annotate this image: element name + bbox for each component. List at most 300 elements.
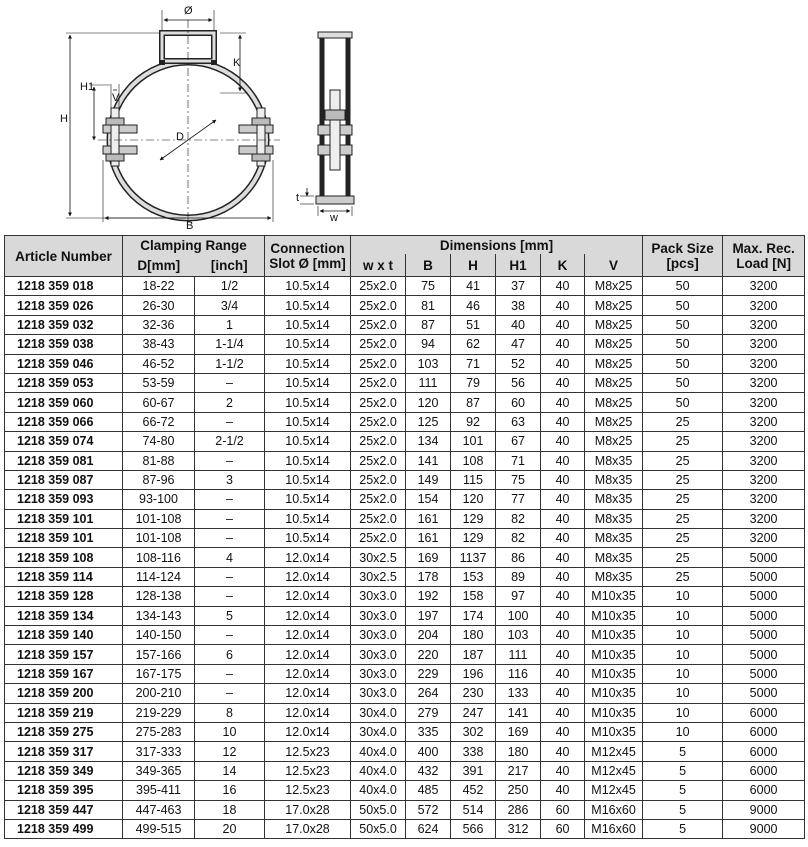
cell-max-load: 6000 (723, 761, 805, 780)
cell-article-number: 1218 359 140 (5, 626, 123, 645)
cell-dim-k: 40 (541, 529, 585, 548)
cell-pack-size: 5 (643, 819, 723, 838)
cell-article-number: 1218 359 074 (5, 432, 123, 451)
cell-w-x-t: 30x2.5 (351, 548, 406, 567)
cell-article-number: 1218 359 499 (5, 819, 123, 838)
cell-dim-k: 40 (541, 626, 585, 645)
cell-clamping-inch: 12 (195, 742, 265, 761)
cell-dim-v: M12x45 (585, 742, 643, 761)
cell-article-number: 1218 359 087 (5, 470, 123, 489)
table-row (5, 722, 805, 741)
cell-dim-h: 108 (451, 451, 496, 470)
table-row (5, 529, 805, 548)
cell-dim-b: 229 (406, 664, 451, 683)
cell-dim-h1: 312 (496, 819, 541, 838)
cell-clamping-d: 395-411 (123, 781, 195, 800)
cell-dim-k: 40 (541, 373, 585, 392)
cell-dim-h: 338 (451, 742, 496, 761)
cell-clamping-d: 87-96 (123, 470, 195, 489)
cell-dim-v: M8x25 (585, 277, 643, 296)
cell-max-load: 9000 (723, 819, 805, 838)
cell-dim-h1: 133 (496, 684, 541, 703)
cell-pack-size: 10 (643, 626, 723, 645)
cell-clamping-d: 128-138 (123, 587, 195, 606)
cell-clamping-d: 60-67 (123, 393, 195, 412)
cell-dim-b: 169 (406, 548, 451, 567)
cell-dim-k: 60 (541, 819, 585, 838)
cell-max-load: 5000 (723, 548, 805, 567)
cell-dim-h1: 250 (496, 781, 541, 800)
cell-max-load: 5000 (723, 587, 805, 606)
cell-connection-slot: 10.5x14 (265, 490, 351, 509)
cell-clamping-inch: – (195, 529, 265, 548)
cell-connection-slot: 12.0x14 (265, 645, 351, 664)
cell-clamping-inch: 20 (195, 819, 265, 838)
table-row (5, 277, 805, 296)
cell-w-x-t: 25x2.0 (351, 335, 406, 354)
cell-dim-h: 41 (451, 277, 496, 296)
cell-w-x-t: 25x2.0 (351, 277, 406, 296)
cell-pack-size: 10 (643, 606, 723, 625)
cell-clamping-d: 317-333 (123, 742, 195, 761)
cell-dim-h1: 82 (496, 509, 541, 528)
table-row (5, 373, 805, 392)
cell-dim-h1: 82 (496, 529, 541, 548)
cell-dim-k: 40 (541, 645, 585, 664)
cell-dim-h: 174 (451, 606, 496, 625)
cell-clamping-d: 114-124 (123, 567, 195, 586)
header-b: B (406, 254, 451, 277)
cell-dim-h1: 40 (496, 315, 541, 334)
cell-pack-size: 5 (643, 742, 723, 761)
header-load: Max. Rec. Load [N] (723, 236, 805, 277)
cell-connection-slot: 12.0x14 (265, 567, 351, 586)
table-row (5, 548, 805, 567)
cell-dim-b: 75 (406, 277, 451, 296)
cell-dim-h: 514 (451, 800, 496, 819)
pipe-clamp-technical-drawing (0, 0, 808, 232)
cell-pack-size: 5 (643, 761, 723, 780)
cell-dim-h: 452 (451, 781, 496, 800)
cell-dim-v: M8x35 (585, 548, 643, 567)
header-clamping: Clamping Range (123, 236, 265, 255)
label-phi: Ø (184, 5, 193, 17)
cell-max-load: 3200 (723, 277, 805, 296)
cell-dim-h1: 141 (496, 703, 541, 722)
header-h: H (451, 254, 496, 277)
cell-max-load: 3200 (723, 354, 805, 373)
cell-w-x-t: 30x3.0 (351, 645, 406, 664)
cell-max-load: 3200 (723, 451, 805, 470)
cell-w-x-t: 50x5.0 (351, 819, 406, 838)
cell-dim-h: 87 (451, 393, 496, 412)
cell-connection-slot: 12.0x14 (265, 684, 351, 703)
header-clamping-inch: [inch] (195, 254, 265, 277)
cell-w-x-t: 30x4.0 (351, 722, 406, 741)
cell-clamping-inch: 1-1/4 (195, 335, 265, 354)
cell-max-load: 6000 (723, 703, 805, 722)
cell-clamping-inch: – (195, 567, 265, 586)
cell-pack-size: 10 (643, 722, 723, 741)
cell-dim-h1: 217 (496, 761, 541, 780)
cell-w-x-t: 30x3.0 (351, 664, 406, 683)
cell-dim-k: 40 (541, 315, 585, 334)
cell-pack-size: 10 (643, 587, 723, 606)
header-v: V (585, 254, 643, 277)
cell-dim-b: 192 (406, 587, 451, 606)
table-row (5, 684, 805, 703)
cell-max-load: 3200 (723, 393, 805, 412)
table-row (5, 761, 805, 780)
cell-dim-b: 279 (406, 703, 451, 722)
cell-max-load: 3200 (723, 490, 805, 509)
table-row (5, 490, 805, 509)
cell-dim-b: 178 (406, 567, 451, 586)
cell-dim-v: M8x25 (585, 432, 643, 451)
cell-clamping-d: 32-36 (123, 315, 195, 334)
cell-clamping-d: 167-175 (123, 664, 195, 683)
cell-dim-v: M12x45 (585, 761, 643, 780)
cell-dim-v: M10x35 (585, 626, 643, 645)
cell-clamping-d: 26-30 (123, 296, 195, 315)
cell-connection-slot: 12.0x14 (265, 606, 351, 625)
cell-article-number: 1218 359 038 (5, 335, 123, 354)
cell-dim-h: 1137 (451, 548, 496, 567)
cell-w-x-t: 40x4.0 (351, 781, 406, 800)
cell-article-number: 1218 359 167 (5, 664, 123, 683)
cell-clamping-d: 38-43 (123, 335, 195, 354)
cell-max-load: 6000 (723, 781, 805, 800)
cell-clamping-inch: – (195, 664, 265, 683)
cell-dim-v: M8x35 (585, 529, 643, 548)
table-row (5, 335, 805, 354)
cell-max-load: 3200 (723, 509, 805, 528)
table-row (5, 626, 805, 645)
cell-dim-v: M10x35 (585, 587, 643, 606)
cell-clamping-inch: 5 (195, 606, 265, 625)
cell-dim-h: 62 (451, 335, 496, 354)
cell-dim-k: 40 (541, 781, 585, 800)
cell-pack-size: 50 (643, 373, 723, 392)
cell-dim-h: 79 (451, 373, 496, 392)
cell-clamping-inch: 1 (195, 315, 265, 334)
cell-dim-k: 40 (541, 277, 585, 296)
cell-w-x-t: 40x4.0 (351, 742, 406, 761)
cell-dim-k: 40 (541, 296, 585, 315)
cell-pack-size: 10 (643, 645, 723, 664)
cell-dim-k: 40 (541, 664, 585, 683)
cell-w-x-t: 30x3.0 (351, 587, 406, 606)
cell-connection-slot: 12.0x14 (265, 703, 351, 722)
table-row (5, 412, 805, 431)
cell-dim-v: M8x35 (585, 451, 643, 470)
cell-clamping-inch: 14 (195, 761, 265, 780)
cell-dim-v: M10x35 (585, 606, 643, 625)
cell-connection-slot: 12.5x23 (265, 761, 351, 780)
cell-connection-slot: 10.5x14 (265, 354, 351, 373)
cell-article-number: 1218 359 101 (5, 529, 123, 548)
cell-dim-v: M8x25 (585, 335, 643, 354)
cell-article-number: 1218 359 395 (5, 781, 123, 800)
table-row (5, 509, 805, 528)
cell-clamping-inch: 16 (195, 781, 265, 800)
label-k: K (233, 57, 241, 69)
cell-w-x-t: 25x2.0 (351, 296, 406, 315)
cell-max-load: 5000 (723, 626, 805, 645)
cell-dim-h: 158 (451, 587, 496, 606)
table-row (5, 296, 805, 315)
cell-dim-h: 51 (451, 315, 496, 334)
header-connection: Connection Slot Ø [mm] (265, 236, 351, 277)
cell-dim-h1: 111 (496, 645, 541, 664)
cell-dim-h1: 56 (496, 373, 541, 392)
table-row (5, 800, 805, 819)
cell-max-load: 3200 (723, 412, 805, 431)
table-row (5, 587, 805, 606)
cell-connection-slot: 10.5x14 (265, 315, 351, 334)
cell-dim-v: M12x45 (585, 781, 643, 800)
cell-pack-size: 5 (643, 781, 723, 800)
label-h1: H1 (80, 81, 95, 93)
cell-dim-b: 204 (406, 626, 451, 645)
cell-clamping-inch: – (195, 490, 265, 509)
cell-pack-size: 25 (643, 529, 723, 548)
cell-dim-v: M16x60 (585, 800, 643, 819)
cell-w-x-t: 25x2.0 (351, 432, 406, 451)
cell-pack-size: 10 (643, 703, 723, 722)
cell-dim-h1: 103 (496, 626, 541, 645)
cell-connection-slot: 10.5x14 (265, 393, 351, 412)
cell-dim-h: 230 (451, 684, 496, 703)
cell-pack-size: 25 (643, 451, 723, 470)
cell-article-number: 1218 359 053 (5, 373, 123, 392)
header-clamping-d: D[mm] (123, 254, 195, 277)
cell-connection-slot: 10.5x14 (265, 335, 351, 354)
cell-pack-size: 50 (643, 315, 723, 334)
header-wxt: w x t (351, 254, 406, 277)
cell-dim-h1: 77 (496, 490, 541, 509)
cell-connection-slot: 10.5x14 (265, 470, 351, 489)
cell-pack-size: 25 (643, 490, 723, 509)
cell-connection-slot: 10.5x14 (265, 277, 351, 296)
table-row (5, 606, 805, 625)
table-row (5, 645, 805, 664)
table-row (5, 742, 805, 761)
cell-w-x-t: 25x2.0 (351, 529, 406, 548)
label-w: w (330, 212, 338, 224)
cell-connection-slot: 12.0x14 (265, 587, 351, 606)
label-h: H (60, 113, 68, 125)
cell-dim-v: M8x25 (585, 354, 643, 373)
cell-dim-h: 391 (451, 761, 496, 780)
cell-dim-h1: 100 (496, 606, 541, 625)
cell-dim-b: 624 (406, 819, 451, 838)
cell-article-number: 1218 359 128 (5, 587, 123, 606)
cell-max-load: 5000 (723, 664, 805, 683)
cell-clamping-d: 81-88 (123, 451, 195, 470)
cell-w-x-t: 30x4.0 (351, 703, 406, 722)
cell-connection-slot: 10.5x14 (265, 373, 351, 392)
cell-dim-v: M8x35 (585, 490, 643, 509)
table-row (5, 315, 805, 334)
cell-article-number: 1218 359 134 (5, 606, 123, 625)
cell-article-number: 1218 359 114 (5, 567, 123, 586)
cell-clamping-inch: – (195, 587, 265, 606)
cell-dim-k: 40 (541, 335, 585, 354)
cell-dim-h1: 60 (496, 393, 541, 412)
cell-dim-v: M8x25 (585, 315, 643, 334)
cell-connection-slot: 12.0x14 (265, 548, 351, 567)
cell-clamping-inch: – (195, 451, 265, 470)
cell-clamping-d: 447-463 (123, 800, 195, 819)
cell-dim-h: 180 (451, 626, 496, 645)
cell-article-number: 1218 359 157 (5, 645, 123, 664)
cell-dim-h1: 180 (496, 742, 541, 761)
cell-clamping-d: 93-100 (123, 490, 195, 509)
cell-dim-v: M8x35 (585, 567, 643, 586)
cell-dim-k: 40 (541, 703, 585, 722)
cell-dim-k: 40 (541, 684, 585, 703)
header-article: Article Number (5, 236, 123, 277)
cell-article-number: 1218 359 108 (5, 548, 123, 567)
cell-max-load: 3200 (723, 315, 805, 334)
cell-dim-k: 40 (541, 412, 585, 431)
cell-connection-slot: 10.5x14 (265, 509, 351, 528)
cell-dim-b: 120 (406, 393, 451, 412)
cell-dim-h: 46 (451, 296, 496, 315)
cell-pack-size: 25 (643, 548, 723, 567)
cell-w-x-t: 30x3.0 (351, 684, 406, 703)
cell-dim-k: 40 (541, 742, 585, 761)
cell-connection-slot: 12.0x14 (265, 626, 351, 645)
cell-clamping-d: 108-116 (123, 548, 195, 567)
cell-dim-k: 40 (541, 587, 585, 606)
cell-clamping-d: 499-515 (123, 819, 195, 838)
header-h1: H1 (496, 254, 541, 277)
cell-connection-slot: 12.0x14 (265, 722, 351, 741)
label-t: t (296, 192, 300, 204)
cell-dim-h: 566 (451, 819, 496, 838)
cell-clamping-inch: – (195, 509, 265, 528)
label-d: D (176, 131, 184, 143)
cell-dim-k: 40 (541, 548, 585, 567)
cell-clamping-inch: – (195, 412, 265, 431)
cell-clamping-d: 157-166 (123, 645, 195, 664)
cell-dim-b: 154 (406, 490, 451, 509)
cell-max-load: 3200 (723, 432, 805, 451)
header-dimensions: Dimensions [mm] (351, 236, 643, 255)
cell-article-number: 1218 359 066 (5, 412, 123, 431)
header-k: K (541, 254, 585, 277)
cell-dim-k: 40 (541, 761, 585, 780)
cell-clamping-inch: 6 (195, 645, 265, 664)
cell-dim-h: 115 (451, 470, 496, 489)
cell-max-load: 5000 (723, 645, 805, 664)
cell-dim-h1: 67 (496, 432, 541, 451)
cell-clamping-inch: 10 (195, 722, 265, 741)
cell-article-number: 1218 359 060 (5, 393, 123, 412)
cell-w-x-t: 25x2.0 (351, 509, 406, 528)
cell-dim-h: 247 (451, 703, 496, 722)
cell-dim-b: 161 (406, 529, 451, 548)
cell-dim-b: 400 (406, 742, 451, 761)
cell-dim-k: 40 (541, 722, 585, 741)
table-row (5, 664, 805, 683)
cell-pack-size: 25 (643, 509, 723, 528)
cell-dim-k: 40 (541, 470, 585, 489)
cell-max-load: 6000 (723, 722, 805, 741)
cell-connection-slot: 12.5x23 (265, 742, 351, 761)
cell-connection-slot: 12.5x23 (265, 781, 351, 800)
cell-clamping-inch: – (195, 626, 265, 645)
cell-clamping-d: 134-143 (123, 606, 195, 625)
cell-dim-k: 40 (541, 432, 585, 451)
cell-article-number: 1218 359 018 (5, 277, 123, 296)
cell-dim-v: M10x35 (585, 722, 643, 741)
cell-w-x-t: 25x2.0 (351, 315, 406, 334)
label-v: V (112, 92, 120, 104)
cell-clamping-inch: 18 (195, 800, 265, 819)
cell-dim-h: 129 (451, 509, 496, 528)
cell-dim-k: 40 (541, 393, 585, 412)
cell-dim-v: M8x25 (585, 393, 643, 412)
cell-pack-size: 50 (643, 277, 723, 296)
cell-clamping-d: 200-210 (123, 684, 195, 703)
cell-pack-size: 10 (643, 684, 723, 703)
cell-dim-b: 111 (406, 373, 451, 392)
cell-dim-k: 40 (541, 509, 585, 528)
cell-clamping-inch: 8 (195, 703, 265, 722)
cell-w-x-t: 25x2.0 (351, 412, 406, 431)
cell-w-x-t: 30x3.0 (351, 606, 406, 625)
cell-dim-b: 94 (406, 335, 451, 354)
cell-max-load: 3200 (723, 335, 805, 354)
cell-article-number: 1218 359 026 (5, 296, 123, 315)
cell-connection-slot: 10.5x14 (265, 412, 351, 431)
cell-clamping-d: 18-22 (123, 277, 195, 296)
cell-connection-slot: 10.5x14 (265, 432, 351, 451)
cell-pack-size: 10 (643, 664, 723, 683)
cell-dim-b: 335 (406, 722, 451, 741)
cell-w-x-t: 25x2.0 (351, 393, 406, 412)
cell-article-number: 1218 359 093 (5, 490, 123, 509)
cell-article-number: 1218 359 032 (5, 315, 123, 334)
cell-dim-h: 153 (451, 567, 496, 586)
cell-clamping-d: 74-80 (123, 432, 195, 451)
cell-dim-h: 92 (451, 412, 496, 431)
cell-w-x-t: 25x2.0 (351, 490, 406, 509)
cell-dim-v: M16x60 (585, 819, 643, 838)
table-row (5, 470, 805, 489)
cell-connection-slot: 17.0x28 (265, 800, 351, 819)
table-row (5, 393, 805, 412)
cell-dim-h1: 75 (496, 470, 541, 489)
cell-dim-h1: 38 (496, 296, 541, 315)
cell-dim-b: 432 (406, 761, 451, 780)
cell-clamping-d: 101-108 (123, 509, 195, 528)
cell-connection-slot: 10.5x14 (265, 451, 351, 470)
side-view-band (316, 196, 354, 204)
cell-clamping-d: 140-150 (123, 626, 195, 645)
cell-pack-size: 25 (643, 567, 723, 586)
cell-w-x-t: 50x5.0 (351, 800, 406, 819)
cell-dim-b: 149 (406, 470, 451, 489)
cell-dim-h: 302 (451, 722, 496, 741)
cell-clamping-d: 349-365 (123, 761, 195, 780)
cell-pack-size: 50 (643, 335, 723, 354)
cell-dim-v: M8x35 (585, 470, 643, 489)
cell-clamping-d: 275-283 (123, 722, 195, 741)
